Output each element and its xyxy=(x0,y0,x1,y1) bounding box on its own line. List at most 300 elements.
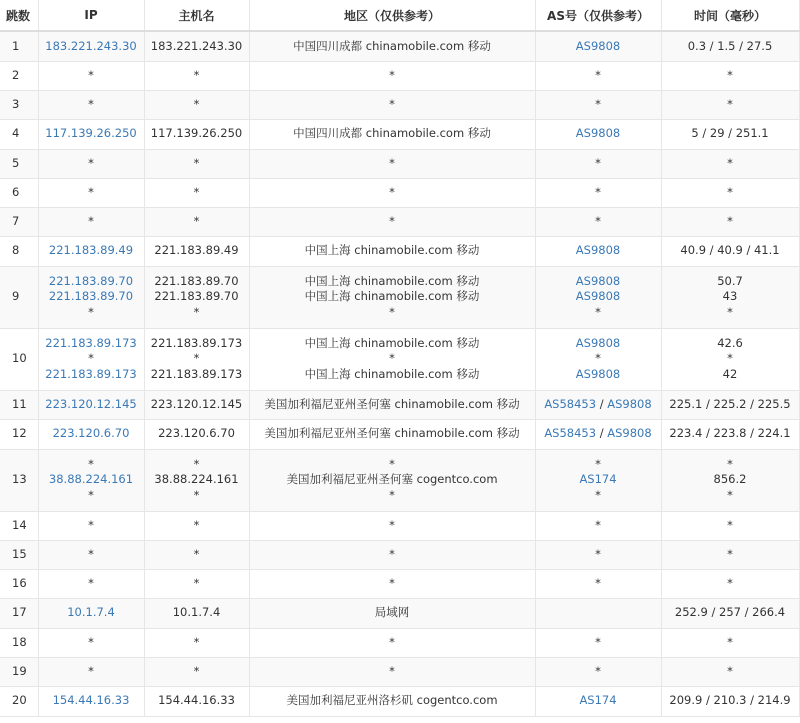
as-text: * xyxy=(595,155,601,170)
ip-text: * xyxy=(88,517,94,532)
time-cell xyxy=(661,31,799,61)
as-text: * xyxy=(595,213,601,228)
table-body xyxy=(0,31,799,716)
region-text: 美国加利福尼亚州洛杉矶 cogentco.com xyxy=(286,693,498,708)
as-cell xyxy=(535,449,661,511)
ip-link[interactable]: 38.88.224.161 xyxy=(48,472,134,487)
as-link[interactable]: AS58453 xyxy=(544,426,597,441)
hostname-text: * xyxy=(193,456,200,471)
as-link[interactable]: AS9808 xyxy=(575,335,621,350)
region-cell xyxy=(249,569,535,598)
as-link[interactable]: AS9808 xyxy=(575,38,621,53)
time-cell xyxy=(661,598,799,628)
hostname-text: 221.183.89.49 xyxy=(154,243,239,258)
time-text: * xyxy=(727,304,733,319)
time-cell xyxy=(661,207,799,236)
hostname-text: * xyxy=(193,575,200,590)
as-line xyxy=(536,351,661,367)
ip-cell xyxy=(38,628,144,657)
region-text: * xyxy=(389,213,395,228)
ip-cell xyxy=(38,90,144,119)
ip-cell xyxy=(38,390,144,419)
as-link[interactable]: AS9808 xyxy=(575,273,621,288)
region-cell xyxy=(249,419,535,449)
region-cell xyxy=(249,628,535,657)
ip-link[interactable]: 154.44.16.33 xyxy=(52,693,130,708)
ip-text: * xyxy=(88,456,94,471)
table-row xyxy=(0,686,799,716)
as-cell xyxy=(535,119,661,149)
region-text: * xyxy=(389,96,395,111)
hostname-cell xyxy=(144,390,249,419)
as-text: * xyxy=(595,184,601,199)
as-cell xyxy=(535,598,661,628)
hop-number: 5 xyxy=(0,149,38,178)
time-cell xyxy=(661,328,799,390)
as-cell xyxy=(535,569,661,598)
region-text: * xyxy=(389,184,395,199)
table-row xyxy=(0,31,799,61)
as-line xyxy=(536,518,661,534)
region-text: * xyxy=(389,304,395,319)
region-text: 局域网 xyxy=(374,605,410,620)
region-text: 美国加利福尼亚州圣何塞 cogentco.com xyxy=(286,472,498,487)
region-text: * xyxy=(389,456,395,471)
time-text: 223.4 / 223.8 / 224.1 xyxy=(669,426,791,441)
time-text: * xyxy=(727,213,733,228)
as-text: * xyxy=(595,351,601,366)
hostname-cell xyxy=(144,90,249,119)
header-time: 时间（毫秒） xyxy=(661,0,799,31)
ip-cell xyxy=(38,61,144,90)
ip-text: * xyxy=(88,546,94,561)
region-cell xyxy=(249,598,535,628)
as-text: * xyxy=(595,96,601,111)
header-as: AS号（仅供参考） xyxy=(535,0,661,31)
hostname-text: 221.183.89.70 xyxy=(154,289,239,304)
time-text: 40.9 / 40.9 / 41.1 xyxy=(680,243,780,258)
as-link[interactable]: AS9808 xyxy=(607,426,652,441)
as-line xyxy=(536,635,661,651)
ip-text: * xyxy=(88,634,94,649)
as-cell xyxy=(535,61,661,90)
ip-cell xyxy=(38,236,144,266)
hostname-text: 183.221.243.30 xyxy=(150,38,243,53)
table-row xyxy=(0,449,799,511)
as-line xyxy=(536,576,661,592)
time-cell xyxy=(661,419,799,449)
table-row xyxy=(0,207,799,236)
hostname-text: * xyxy=(193,663,200,678)
as-cell xyxy=(535,149,661,178)
as-text: * xyxy=(595,663,601,678)
table-row xyxy=(0,511,799,540)
ip-link[interactable]: 183.221.243.30 xyxy=(45,38,137,53)
hostname-text: * xyxy=(193,517,200,532)
as-text: * xyxy=(595,67,601,82)
ip-link[interactable]: 223.120.6.70 xyxy=(52,426,130,441)
as-cell xyxy=(535,31,661,61)
region-text: 中国四川成都 chinamobile.com 移动 xyxy=(293,38,491,53)
time-text: * xyxy=(727,155,733,170)
region-text: * xyxy=(389,487,395,502)
hostname-cell xyxy=(144,628,249,657)
region-text: 美国加利福尼亚州圣何塞 chinamobile.com 移动 xyxy=(264,426,520,441)
time-text: * xyxy=(727,487,733,502)
hostname-text: 223.120.6.70 xyxy=(158,426,235,441)
as-line xyxy=(536,156,661,172)
as-line xyxy=(536,472,661,488)
hop-number: 17 xyxy=(0,598,38,628)
as-line xyxy=(536,274,661,290)
ip-cell xyxy=(38,686,144,716)
hop-number: 20 xyxy=(0,686,38,716)
hostname-text: * xyxy=(193,155,200,170)
time-cell xyxy=(661,511,799,540)
region-text: 中国上海 chinamobile.com 移动 xyxy=(304,366,480,381)
time-cell xyxy=(661,540,799,569)
as-line xyxy=(536,185,661,201)
time-text: * xyxy=(727,456,733,471)
hostname-text: * xyxy=(193,304,200,319)
as-line xyxy=(536,214,661,230)
region-cell xyxy=(249,511,535,540)
hop-number: 13 xyxy=(0,449,38,511)
time-text: * xyxy=(727,96,733,111)
table-row xyxy=(0,598,799,628)
hostname-text: * xyxy=(193,634,200,649)
ip-cell xyxy=(38,657,144,686)
region-text: 中国四川成都 chinamobile.com 移动 xyxy=(293,126,491,141)
as-link[interactable]: AS9808 xyxy=(607,396,652,411)
as-cell xyxy=(535,419,661,449)
ip-text: * xyxy=(88,575,94,590)
time-text: * xyxy=(727,634,733,649)
header-hostname: 主机名 xyxy=(144,0,249,31)
as-cell xyxy=(535,207,661,236)
as-line xyxy=(536,336,661,352)
hostname-cell xyxy=(144,419,249,449)
time-cell xyxy=(661,449,799,511)
ip-text: * xyxy=(88,155,94,170)
ip-cell xyxy=(38,598,144,628)
as-link[interactable]: AS174 xyxy=(579,472,617,487)
region-cell xyxy=(249,207,535,236)
table-row xyxy=(0,61,799,90)
region-cell xyxy=(249,119,535,149)
time-cell xyxy=(661,178,799,207)
region-text: * xyxy=(389,634,395,649)
as-line xyxy=(536,426,661,442)
hop-number: 11 xyxy=(0,390,38,419)
time-text: * xyxy=(727,546,733,561)
hostname-cell xyxy=(144,569,249,598)
ip-cell xyxy=(38,149,144,178)
hostname-text: 154.44.16.33 xyxy=(158,693,235,708)
time-text: 209.9 / 210.3 / 214.9 xyxy=(669,693,791,708)
as-line xyxy=(536,289,661,305)
ip-link[interactable]: 221.183.89.70 xyxy=(48,273,134,288)
as-line xyxy=(536,397,661,413)
hop-number: 8 xyxy=(0,236,38,266)
as-cell xyxy=(535,236,661,266)
hop-number: 2 xyxy=(0,61,38,90)
hostname-cell xyxy=(144,31,249,61)
table-row xyxy=(0,90,799,119)
hostname-cell xyxy=(144,657,249,686)
hostname-cell xyxy=(144,61,249,90)
hostname-text: 221.183.89.173 xyxy=(150,335,243,350)
as-cell xyxy=(535,511,661,540)
time-cell xyxy=(661,61,799,90)
header-hop: 跳数 xyxy=(0,0,38,31)
region-text: 美国加利福尼亚州圣何塞 chinamobile.com 移动 xyxy=(264,396,520,411)
as-text: * xyxy=(595,517,601,532)
time-text: 0.3 / 1.5 / 27.5 xyxy=(687,38,773,53)
ip-link[interactable]: 223.120.12.145 xyxy=(45,396,137,411)
as-cell xyxy=(535,628,661,657)
as-link[interactable]: AS58453 xyxy=(544,396,597,411)
hostname-cell xyxy=(144,119,249,149)
time-text: * xyxy=(727,575,733,590)
as-line xyxy=(536,664,661,680)
time-text: * xyxy=(727,517,733,532)
region-cell xyxy=(249,328,535,390)
hop-number: 12 xyxy=(0,419,38,449)
hop-number: 1 xyxy=(0,31,38,61)
ip-cell xyxy=(38,449,144,511)
as-cell xyxy=(535,686,661,716)
table-row xyxy=(0,628,799,657)
hostname-text: 223.120.12.145 xyxy=(150,396,243,411)
region-text: * xyxy=(389,155,395,170)
hostname-cell xyxy=(144,207,249,236)
hostname-text: 221.183.89.173 xyxy=(150,366,243,381)
hop-number: 18 xyxy=(0,628,38,657)
hop-number: 14 xyxy=(0,511,38,540)
as-link[interactable]: AS9808 xyxy=(575,289,621,304)
as-line xyxy=(536,68,661,84)
table-row xyxy=(0,236,799,266)
as-line xyxy=(536,367,661,383)
region-cell xyxy=(249,149,535,178)
hostname-cell xyxy=(144,598,249,628)
hostname-text: * xyxy=(193,487,200,502)
region-cell xyxy=(249,390,535,419)
hostname-text: * xyxy=(193,351,200,366)
region-text: * xyxy=(389,575,395,590)
time-text: 43 xyxy=(722,289,738,304)
time-cell xyxy=(661,569,799,598)
ip-text: * xyxy=(88,213,94,228)
ip-link[interactable]: 221.183.89.49 xyxy=(48,243,134,258)
as-cell xyxy=(535,90,661,119)
as-text: * xyxy=(595,546,601,561)
ip-text: * xyxy=(88,304,94,319)
time-text: 50.7 xyxy=(717,273,743,288)
hostname-cell xyxy=(144,540,249,569)
hop-number: 10 xyxy=(0,328,38,390)
as-text: * xyxy=(595,487,601,502)
region-text: * xyxy=(389,546,395,561)
as-link[interactable]: AS9808 xyxy=(575,243,621,258)
ip-cell xyxy=(38,540,144,569)
as-link[interactable]: AS9808 xyxy=(575,366,621,381)
ip-cell xyxy=(38,328,144,390)
hostname-text: 38.88.224.161 xyxy=(154,472,239,487)
ip-link[interactable]: 117.139.26.250 xyxy=(45,126,137,141)
hostname-text: * xyxy=(193,96,200,111)
hostname-text: * xyxy=(193,184,200,199)
time-text: 5 / 29 / 251.1 xyxy=(691,126,769,141)
region-text: 中国上海 chinamobile.com 移动 xyxy=(304,289,480,304)
as-link[interactable]: AS174 xyxy=(579,693,617,708)
table-row xyxy=(0,149,799,178)
as-text: * xyxy=(595,634,601,649)
hop-number: 3 xyxy=(0,90,38,119)
time-text: 225.1 / 225.2 / 225.5 xyxy=(669,396,791,411)
hostname-text: 10.1.7.4 xyxy=(172,605,221,620)
table-row xyxy=(0,119,799,149)
hostname-cell xyxy=(144,178,249,207)
time-cell xyxy=(661,236,799,266)
region-text: * xyxy=(389,663,395,678)
region-cell xyxy=(249,657,535,686)
hop-number: 15 xyxy=(0,540,38,569)
ip-cell xyxy=(38,178,144,207)
ip-link[interactable]: 221.183.89.70 xyxy=(48,289,134,304)
time-cell xyxy=(661,657,799,686)
table-header xyxy=(0,0,799,31)
ip-cell xyxy=(38,419,144,449)
time-text: * xyxy=(727,351,733,366)
hostname-text: * xyxy=(193,546,200,561)
as-cell xyxy=(535,657,661,686)
ip-text: * xyxy=(88,96,94,111)
as-line xyxy=(536,97,661,113)
time-text: 856.2 xyxy=(713,472,747,487)
region-text: 中国上海 chinamobile.com 移动 xyxy=(304,243,480,258)
time-cell xyxy=(661,119,799,149)
as-cell xyxy=(535,328,661,390)
as-cell xyxy=(535,540,661,569)
ip-cell xyxy=(38,31,144,61)
as-separator: / xyxy=(596,396,608,411)
region-cell xyxy=(249,31,535,61)
region-text: 中国上海 chinamobile.com 移动 xyxy=(304,335,480,350)
time-text: * xyxy=(727,184,733,199)
hostname-cell xyxy=(144,686,249,716)
ip-cell xyxy=(38,207,144,236)
table-row xyxy=(0,569,799,598)
region-cell xyxy=(249,266,535,328)
time-text: 42 xyxy=(722,366,738,381)
hostname-cell xyxy=(144,236,249,266)
table-row xyxy=(0,328,799,390)
ip-text: * xyxy=(88,184,94,199)
region-cell xyxy=(249,178,535,207)
table-row xyxy=(0,657,799,686)
ip-text: * xyxy=(88,67,94,82)
time-cell xyxy=(661,266,799,328)
region-text: * xyxy=(389,67,395,82)
hop-number: 19 xyxy=(0,657,38,686)
region-cell xyxy=(249,686,535,716)
hop-number: 7 xyxy=(0,207,38,236)
hostname-cell xyxy=(144,266,249,328)
hop-number: 4 xyxy=(0,119,38,149)
hostname-text: * xyxy=(193,213,200,228)
hostname-text: * xyxy=(193,67,200,82)
ip-link[interactable]: 221.183.89.173 xyxy=(45,335,137,350)
hostname-cell xyxy=(144,511,249,540)
time-cell xyxy=(661,628,799,657)
table-row xyxy=(0,540,799,569)
region-text: * xyxy=(389,351,395,366)
as-cell xyxy=(535,266,661,328)
as-cell xyxy=(535,390,661,419)
ip-link[interactable]: 221.183.89.173 xyxy=(45,366,137,381)
as-line xyxy=(536,243,661,259)
as-line xyxy=(536,547,661,563)
time-text: 252.9 / 257 / 266.4 xyxy=(674,605,786,620)
table-row xyxy=(0,390,799,419)
as-line xyxy=(536,488,661,504)
region-cell xyxy=(249,90,535,119)
time-cell xyxy=(661,686,799,716)
as-cell xyxy=(535,178,661,207)
hostname-text: 221.183.89.70 xyxy=(154,273,239,288)
region-text: 中国上海 chinamobile.com 移动 xyxy=(304,273,480,288)
as-text: * xyxy=(595,304,601,319)
table-row xyxy=(0,178,799,207)
hop-number: 9 xyxy=(0,266,38,328)
ip-text: * xyxy=(88,351,94,366)
ip-cell xyxy=(38,266,144,328)
ip-text: * xyxy=(88,663,94,678)
time-text: * xyxy=(727,67,733,82)
ip-text: * xyxy=(88,487,94,502)
region-cell xyxy=(249,236,535,266)
region-text: * xyxy=(389,517,395,532)
table-row xyxy=(0,419,799,449)
as-line xyxy=(536,39,661,55)
as-line xyxy=(536,126,661,142)
region-cell xyxy=(249,449,535,511)
as-line xyxy=(536,457,661,473)
time-text: * xyxy=(727,663,733,678)
ip-cell xyxy=(38,119,144,149)
hostname-cell xyxy=(144,328,249,390)
hop-number: 6 xyxy=(0,178,38,207)
hostname-cell xyxy=(144,449,249,511)
as-link[interactable]: AS9808 xyxy=(575,126,621,141)
as-text: * xyxy=(595,575,601,590)
time-cell xyxy=(661,390,799,419)
as-line xyxy=(536,693,661,709)
time-text: 42.6 xyxy=(717,335,743,350)
header-ip: IP xyxy=(38,0,144,31)
hop-number: 16 xyxy=(0,569,38,598)
ip-cell xyxy=(38,569,144,598)
as-separator: / xyxy=(596,426,608,441)
hostname-text: 117.139.26.250 xyxy=(150,126,243,141)
hostname-cell xyxy=(144,149,249,178)
as-text: * xyxy=(595,456,601,471)
region-cell xyxy=(249,61,535,90)
ip-link[interactable]: 10.1.7.4 xyxy=(67,605,115,620)
header-region: 地区（仅供参考） xyxy=(249,0,535,31)
